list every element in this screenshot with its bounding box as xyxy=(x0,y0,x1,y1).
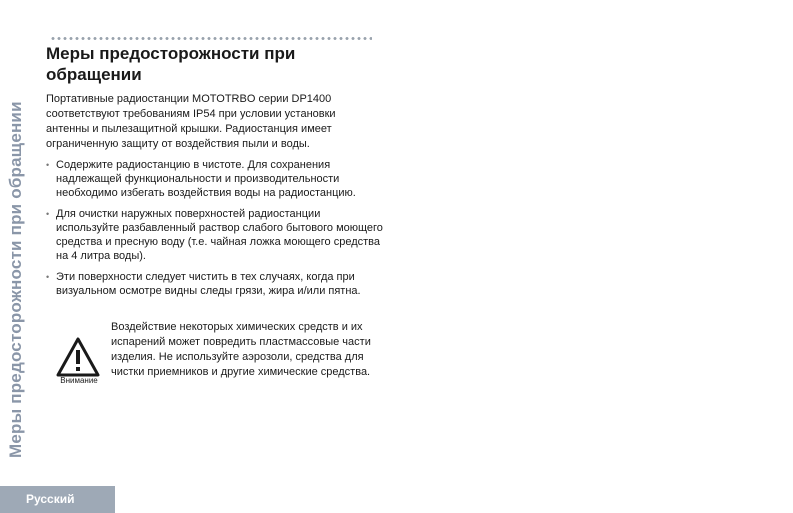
caution-block xyxy=(56,320,376,400)
list-item xyxy=(46,270,386,298)
dotted-divider xyxy=(50,36,372,41)
language-tab: Русский xyxy=(0,486,115,513)
intro-paragraph: Портативные радиостанции MOTOTRBO серии DP1400 соответствуют требованиям IP54 при условии установки антенны и пылезащитной крышки. Радиостанция имеет ограниченную защиту от воздействия пыли и воды. xyxy=(46,93,336,150)
bullet-dot-icon: • xyxy=(46,209,50,219)
list-item-text: Содержите радиостанцию в чистоте. Для сохранения надлежащей функциональности и производительности необходимо избегать воздействия воды на радиостанцию. xyxy=(56,159,356,199)
list-item-text: Для очистки наружных поверхностей радиостанции используйте разбавленный раствор слабого бытового моющего средства и пресную воду (т.е. чайная ложка моющего средства на 4 литра воды). xyxy=(56,208,383,262)
page-title: Меры предосторожности при обращении xyxy=(46,44,296,84)
list-item xyxy=(46,207,386,263)
bullet-dot-icon: • xyxy=(46,272,50,282)
bullet-list xyxy=(46,158,386,305)
caution-label: Внимание xyxy=(60,376,98,385)
side-section-title: Меры предосторожности при обращении xyxy=(6,101,25,458)
caution-text: Воздействие некоторых химических средств и их испарений может повредить пластмассовые части изделия. Не используйте аэрозоли, средства для чистки приемников и другие химические средства. xyxy=(111,321,371,378)
bullet-dot-icon: • xyxy=(46,160,50,170)
list-item-text: Эти поверхности следует чистить в тех случаях, когда при визуальном осмотре видны следы грязи, жира и/или пятна. xyxy=(56,271,361,297)
list-item xyxy=(46,158,386,200)
